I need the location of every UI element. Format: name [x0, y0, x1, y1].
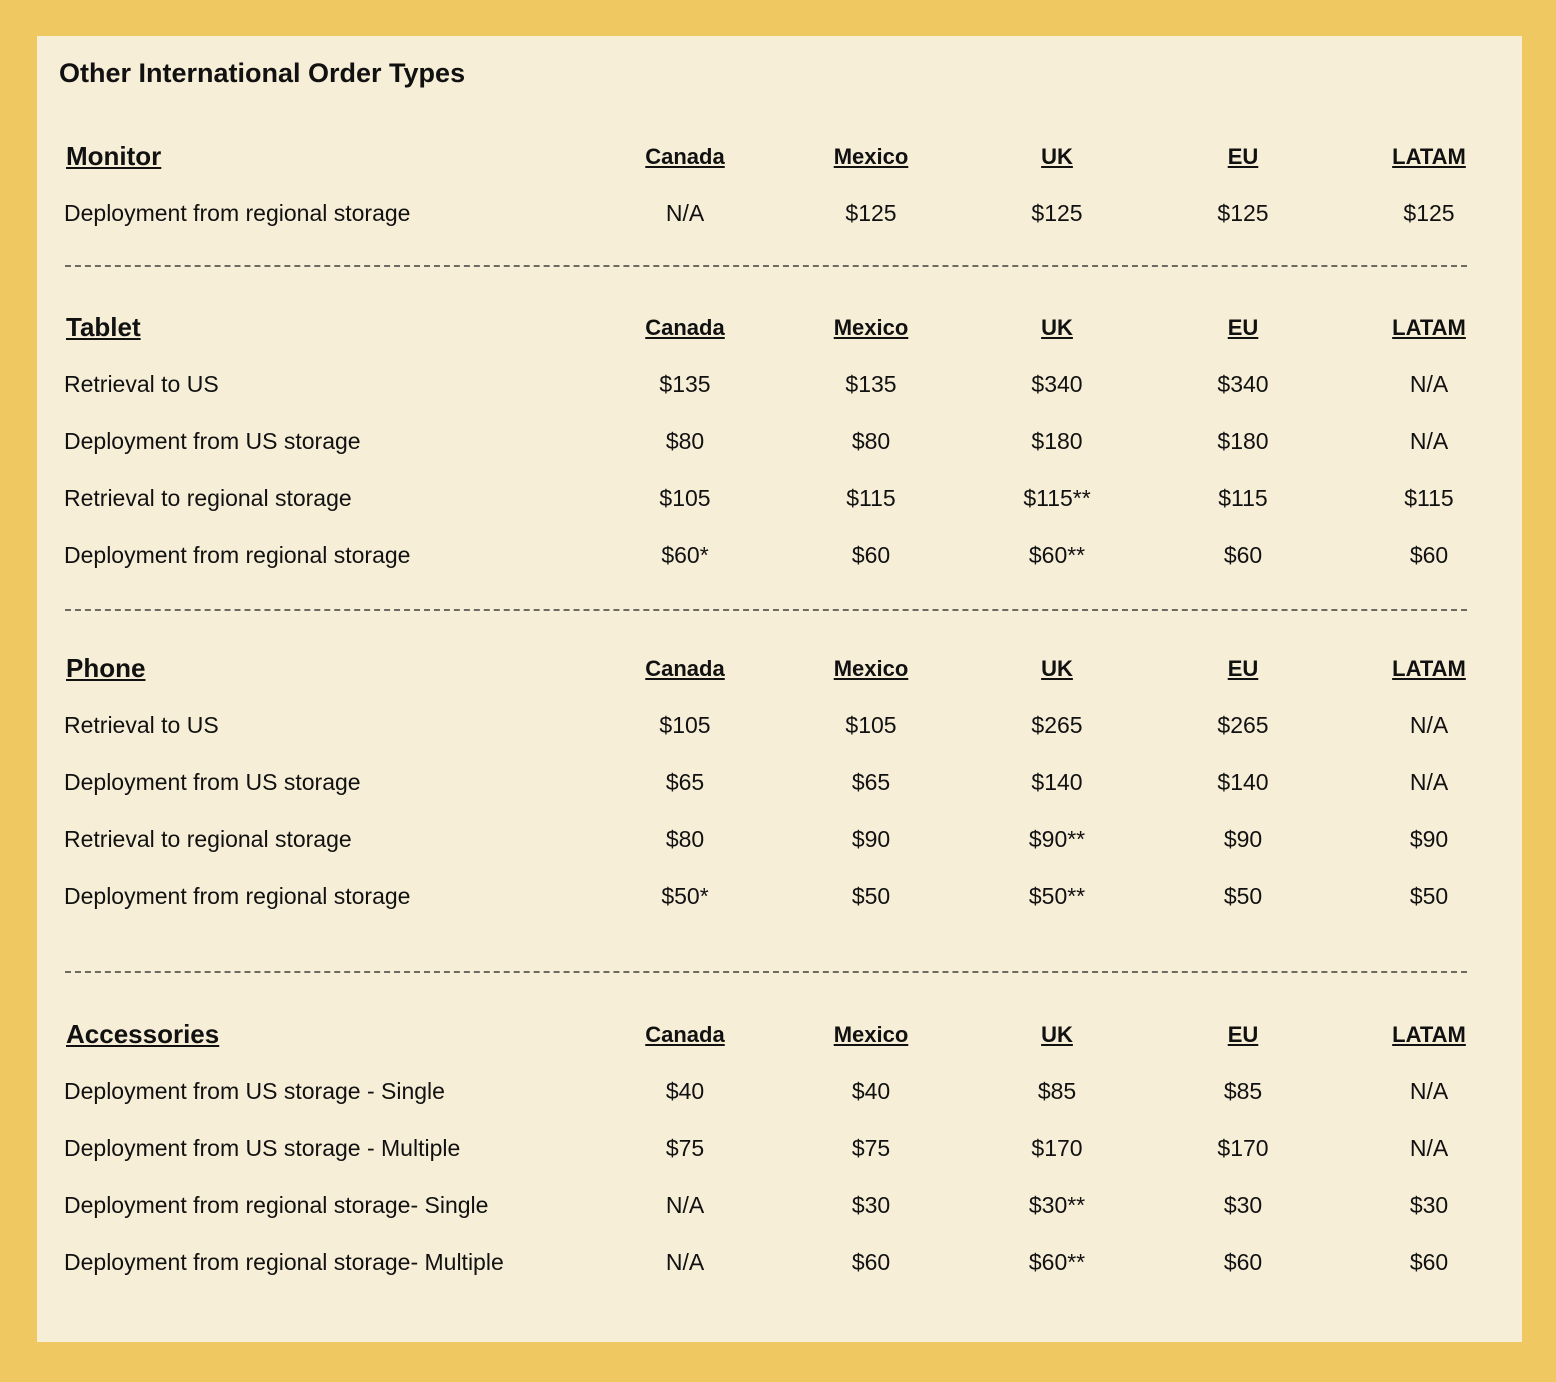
price-canada: $80 [665, 428, 705, 454]
price-uk: $90** [1028, 826, 1086, 852]
pricing-card [37, 36, 1522, 1342]
table-row [37, 1234, 1522, 1291]
price-mexico: $60 [851, 542, 891, 568]
price-uk: $170 [1031, 1135, 1083, 1161]
section-header [37, 299, 1522, 356]
price-uk: $180 [1031, 428, 1083, 454]
price-eu: $180 [1217, 428, 1269, 454]
price-mexico: $30 [851, 1192, 891, 1218]
price-mexico: $50 [851, 883, 891, 909]
section-tablet [37, 299, 1522, 584]
price-canada: $135 [659, 371, 711, 397]
price-latam: $60 [1409, 1249, 1449, 1275]
column-header-eu: EU [1227, 656, 1259, 681]
price-mexico: $40 [851, 1078, 891, 1104]
price-latam: $50 [1409, 883, 1449, 909]
price-eu: $265 [1217, 712, 1269, 738]
column-header-latam: LATAM [1392, 656, 1466, 681]
price-canada: $105 [659, 485, 711, 511]
section-title: Accessories [66, 1019, 220, 1049]
table-row [37, 1177, 1522, 1234]
row-label: Deployment from US storage - Single [64, 1078, 445, 1104]
price-mexico: $125 [845, 200, 897, 226]
price-mexico: $90 [851, 826, 891, 852]
price-mexico: $65 [851, 769, 891, 795]
row-label: Retrieval to US [64, 371, 219, 397]
row-label: Deployment from US storage - Multiple [64, 1135, 461, 1161]
section-accessories [37, 1006, 1522, 1291]
section-header [37, 128, 1522, 185]
section-header [37, 640, 1522, 697]
column-header-eu: EU [1227, 315, 1259, 340]
price-latam: N/A [1409, 428, 1449, 454]
section-title: Tablet [66, 312, 141, 342]
price-latam: $115 [1404, 485, 1454, 511]
price-eu: $90 [1223, 826, 1263, 852]
price-eu: $340 [1217, 371, 1269, 397]
column-header-latam: LATAM [1392, 144, 1466, 169]
price-eu: $30 [1223, 1192, 1263, 1218]
price-uk: $140 [1031, 769, 1083, 795]
price-mexico: $60 [851, 1249, 891, 1275]
price-uk: $265 [1031, 712, 1083, 738]
row-label: Deployment from US storage [64, 428, 361, 454]
row-label: Deployment from regional storage [64, 883, 411, 909]
column-header-mexico: Mexico [833, 315, 909, 340]
price-uk: $115** [1023, 485, 1091, 511]
column-header-latam: LATAM [1392, 315, 1466, 340]
column-header-mexico: Mexico [833, 1022, 909, 1047]
row-label: Deployment from regional storage- Multiple [64, 1249, 504, 1275]
table-row [37, 185, 1522, 242]
row-label: Deployment from regional storage- Single [64, 1192, 489, 1218]
price-latam: $60 [1409, 542, 1449, 568]
price-latam: $125 [1403, 200, 1455, 226]
table-row [37, 356, 1522, 413]
price-mexico: $105 [845, 712, 897, 738]
price-canada: $65 [665, 769, 705, 795]
section-divider [65, 971, 1467, 973]
column-header-canada: Canada [645, 315, 725, 340]
price-latam: $30 [1409, 1192, 1449, 1218]
section-phone [37, 640, 1522, 925]
column-header-latam: LATAM [1392, 1022, 1466, 1047]
section-divider [65, 265, 1467, 267]
column-header-mexico: Mexico [833, 144, 909, 169]
price-eu: $50 [1223, 883, 1263, 909]
column-header-mexico: Mexico [833, 656, 909, 681]
section-divider [65, 609, 1467, 611]
price-uk: $85 [1037, 1078, 1077, 1104]
price-mexico: $80 [851, 428, 891, 454]
price-mexico: $115 [846, 485, 896, 511]
row-label: Deployment from regional storage [64, 200, 411, 226]
price-uk: $50** [1028, 883, 1086, 909]
price-canada: $105 [659, 712, 711, 738]
price-latam: N/A [1409, 1078, 1449, 1104]
price-eu: $170 [1217, 1135, 1269, 1161]
table-row [37, 868, 1522, 925]
price-canada: $40 [665, 1078, 705, 1104]
row-label: Retrieval to US [64, 712, 219, 738]
price-uk: $340 [1031, 371, 1083, 397]
price-uk: $60** [1028, 1249, 1086, 1275]
price-mexico: $75 [851, 1135, 891, 1161]
price-eu: $125 [1217, 200, 1269, 226]
column-header-canada: Canada [645, 144, 725, 169]
price-eu: $140 [1217, 769, 1269, 795]
price-eu: $60 [1223, 1249, 1263, 1275]
section-title: Monitor [66, 141, 162, 171]
row-label: Retrieval to regional storage [64, 485, 352, 511]
row-label: Retrieval to regional storage [64, 826, 352, 852]
column-header-canada: Canada [645, 1022, 725, 1047]
price-uk: $60** [1028, 542, 1086, 568]
price-eu: $115 [1218, 485, 1268, 511]
table-row [37, 1120, 1522, 1177]
section-title: Phone [66, 653, 146, 683]
row-label: Deployment from regional storage [64, 542, 411, 568]
row-label: Deployment from US storage [64, 769, 361, 795]
column-header-uk: UK [1041, 315, 1073, 340]
table-row [37, 754, 1522, 811]
column-header-eu: EU [1227, 1022, 1259, 1047]
page-title: Other International Order Types [59, 58, 466, 88]
price-latam: N/A [1409, 371, 1449, 397]
column-header-uk: UK [1041, 1022, 1073, 1047]
price-latam: N/A [1409, 769, 1449, 795]
price-canada: N/A [665, 200, 705, 226]
column-header-uk: UK [1041, 144, 1073, 169]
price-uk: $30** [1028, 1192, 1086, 1218]
table-row [37, 527, 1522, 584]
table-row [37, 697, 1522, 754]
table-row [37, 811, 1522, 868]
price-latam: N/A [1409, 1135, 1449, 1161]
table-row [37, 1063, 1522, 1120]
price-eu: $85 [1223, 1078, 1263, 1104]
section-monitor [37, 128, 1522, 242]
price-canada: $50* [661, 883, 709, 909]
price-canada: N/A [665, 1192, 705, 1218]
price-mexico: $135 [845, 371, 897, 397]
column-header-uk: UK [1041, 656, 1073, 681]
price-latam: $90 [1409, 826, 1449, 852]
column-header-canada: Canada [645, 656, 725, 681]
table-row [37, 470, 1522, 527]
price-eu: $60 [1223, 542, 1263, 568]
column-header-eu: EU [1227, 144, 1259, 169]
price-canada: $60* [661, 542, 709, 568]
section-header [37, 1006, 1522, 1063]
price-canada: $75 [665, 1135, 705, 1161]
price-canada: N/A [665, 1249, 705, 1275]
price-latam: N/A [1409, 712, 1449, 738]
price-uk: $125 [1031, 200, 1083, 226]
table-row [37, 413, 1522, 470]
price-canada: $80 [665, 826, 705, 852]
